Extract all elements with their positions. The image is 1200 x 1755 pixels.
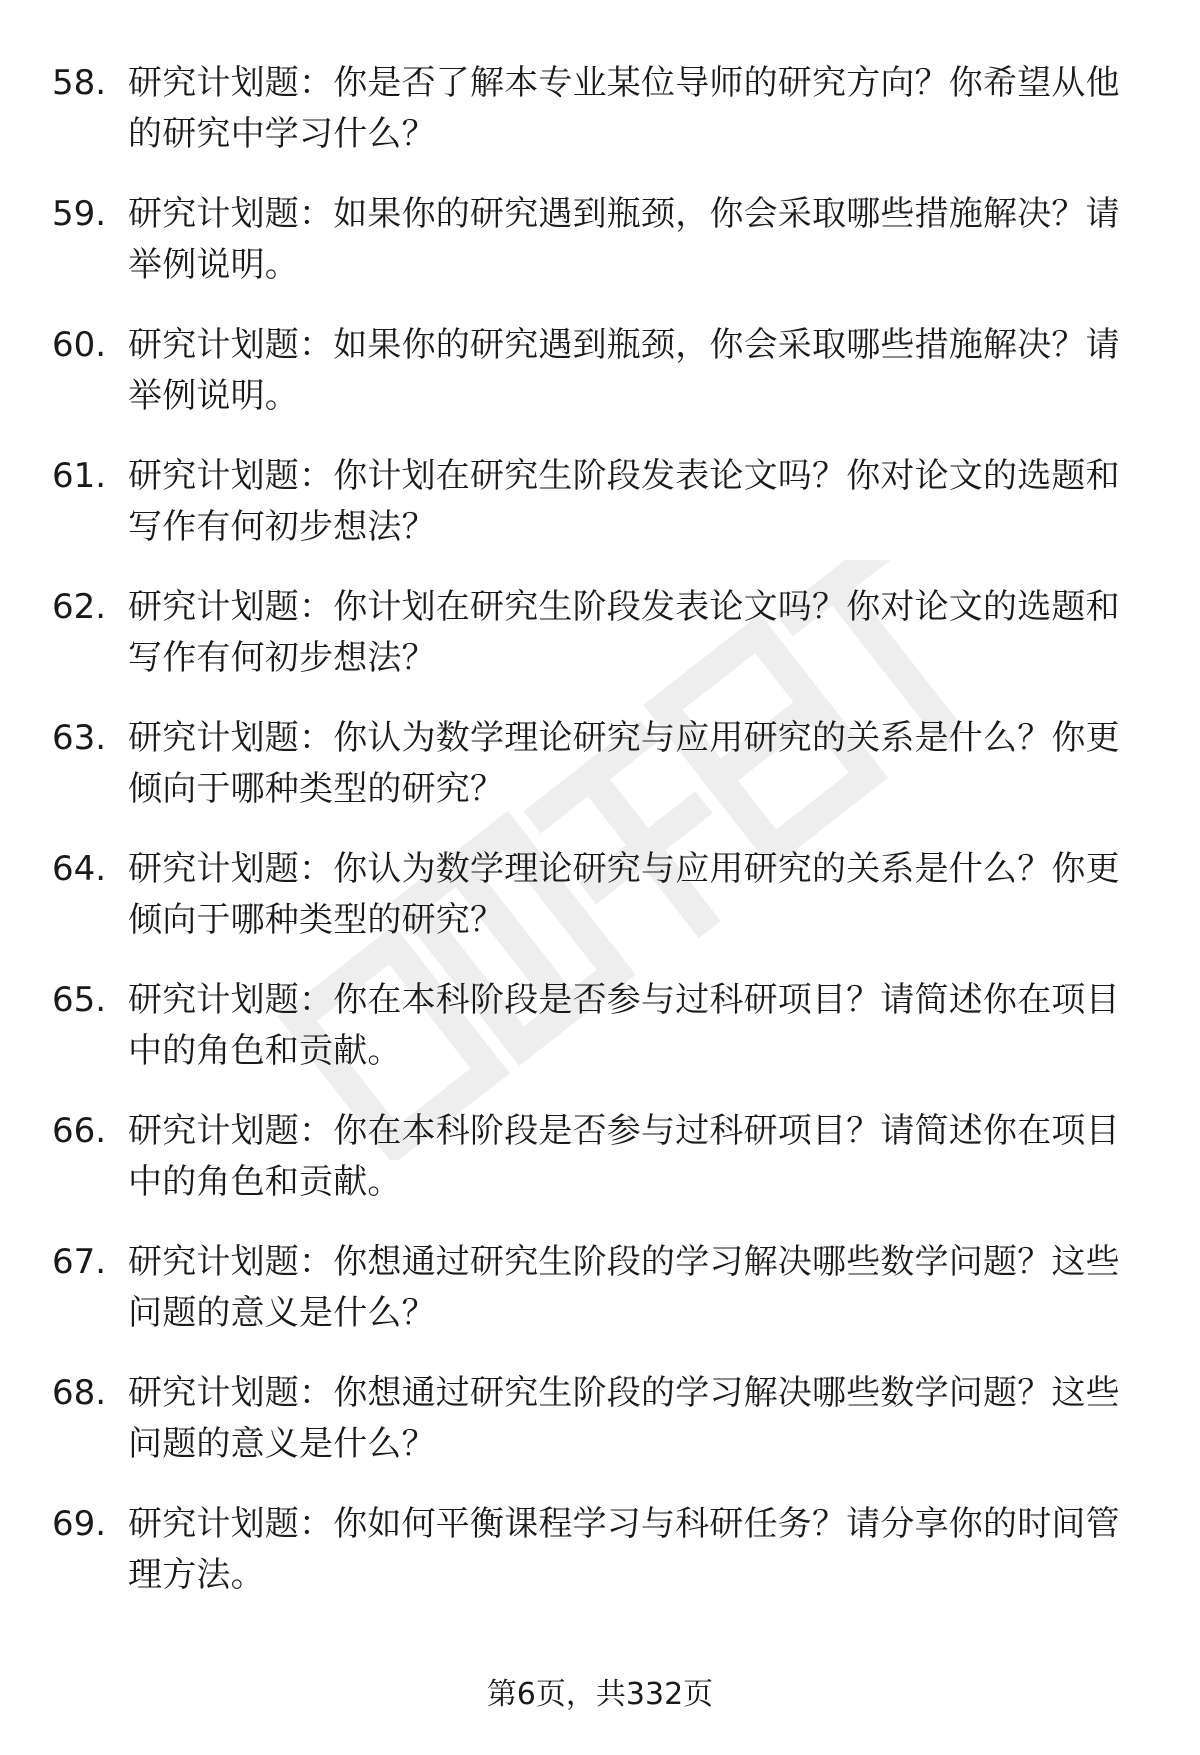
question-number: 64. <box>52 849 107 889</box>
question-text: 研究计划题：你计划在研究生阶段发表论文吗？你对论文的选题和写作有何初步想法？ <box>128 587 1120 678</box>
question-number: 63. <box>52 718 107 758</box>
question-item-67 <box>52 1237 1142 1368</box>
question-text: 研究计划题：如果你的研究遇到瓶颈，你会采取哪些措施解决？请举例说明。 <box>128 194 1120 285</box>
question-text: 研究计划题：你在本科阶段是否参与过科研项目？请简述你在项目中的角色和贡献。 <box>128 1111 1120 1202</box>
question-number: 58. <box>52 63 107 103</box>
question-text: 研究计划题：你认为数学理论研究与应用研究的关系是什么？你更倾向于哪种类型的研究？ <box>128 718 1120 809</box>
question-item-66 <box>52 1106 1142 1237</box>
question-number: 61. <box>52 456 107 496</box>
question-number: 66. <box>52 1111 107 1151</box>
question-text: 研究计划题：如果你的研究遇到瓶颈，你会采取哪些措施解决？请举例说明。 <box>128 325 1120 416</box>
question-item-65 <box>52 975 1142 1106</box>
question-item-61 <box>52 451 1142 582</box>
question-number: 59. <box>52 194 107 234</box>
question-number: 65. <box>52 980 107 1020</box>
question-number: 69. <box>52 1504 107 1544</box>
question-number: 67. <box>52 1242 107 1282</box>
question-text: 研究计划题：你如何平衡课程学习与科研任务？请分享你的时间管理方法。 <box>128 1504 1120 1595</box>
question-number: 60. <box>52 325 107 365</box>
question-number: 62. <box>52 587 107 627</box>
question-list <box>52 58 1142 1630</box>
question-item-64 <box>52 844 1142 975</box>
question-item-68 <box>52 1368 1142 1499</box>
question-number: 68. <box>52 1373 107 1413</box>
question-text: 研究计划题：你想通过研究生阶段的学习解决哪些数学问题？这些问题的意义是什么？ <box>128 1373 1120 1464</box>
question-text: 研究计划题：你认为数学理论研究与应用研究的关系是什么？你更倾向于哪种类型的研究？ <box>128 849 1120 940</box>
question-text: 研究计划题：你想通过研究生阶段的学习解决哪些数学问题？这些问题的意义是什么？ <box>128 1242 1120 1333</box>
question-item-62 <box>52 582 1142 713</box>
question-item-63 <box>52 713 1142 844</box>
question-text: 研究计划题：你是否了解本专业某位导师的研究方向？你希望从他的研究中学习什么？ <box>128 63 1120 154</box>
question-item-58 <box>52 58 1142 189</box>
question-item-60 <box>52 320 1142 451</box>
page-number-footer: 第6页，共332页 <box>486 1677 714 1712</box>
question-item-69 <box>52 1499 1142 1630</box>
question-item-59 <box>52 189 1142 320</box>
question-text: 研究计划题：你计划在研究生阶段发表论文吗？你对论文的选题和写作有何初步想法？ <box>128 456 1120 547</box>
question-text: 研究计划题：你在本科阶段是否参与过科研项目？请简述你在项目中的角色和贡献。 <box>128 980 1120 1071</box>
